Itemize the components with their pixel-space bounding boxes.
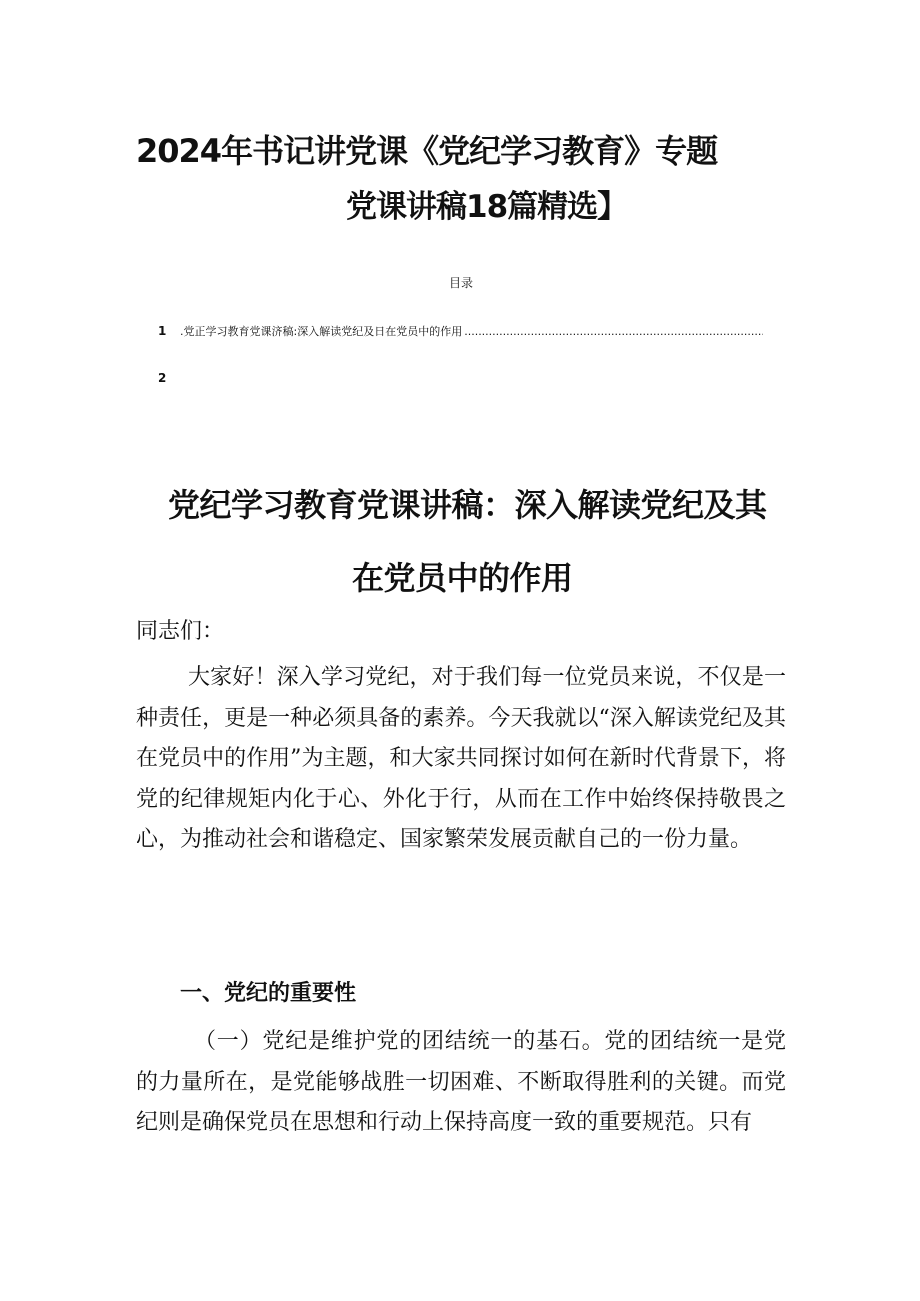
article-title-line1: 党纪学习教育党课讲稿：深入解读党纪及其 (168, 486, 767, 524)
salutation: 同志们： (136, 619, 225, 644)
toc-entry[interactable] (158, 323, 763, 339)
toc-leader-dots (464, 325, 763, 338)
section-heading: 一、党纪的重要性 (180, 980, 357, 1006)
document-title-line2: 党课讲稿18篇精选】 (346, 189, 628, 225)
body-paragraph: 大家好！深入学习党纪，对于我们每一位党员来说，不仅是一种责任，更是一种必须具备的素养。今天我就以“深入解读党纪及其在党员中的作用”为主题，和大家共同探讨如何在新时代背景下，将党的纪律规矩内化于心、外化于行，从而在工作中始终保持敬畏之心，为推动社会和谐稳定、国家繁荣发展贡献自己的一份力量。 (136, 665, 786, 852)
toc-entry-number: 2 (158, 371, 167, 385)
toc-heading: 目录 (449, 276, 474, 290)
document-title-line1: 2024年书记讲党课《党纪学习教育》专题 (136, 132, 718, 170)
body-paragraph: （一）党纪是维护党的团结统一的基石。党的团结统一是党的力量所在，是党能够战胜一切困难、不断取得胜利的关键。而党纪则是确保党员在思想和行动上保持高度一致的重要规范。只有 (136, 1029, 786, 1135)
toc-entry-number: 1 (158, 324, 167, 338)
article-title-line2: 在党员中的作用 (352, 559, 573, 597)
toc-entry-text[interactable]: .党正学习教育党课济稿:深入解读党纪及日在党员中的作用 (180, 325, 463, 338)
